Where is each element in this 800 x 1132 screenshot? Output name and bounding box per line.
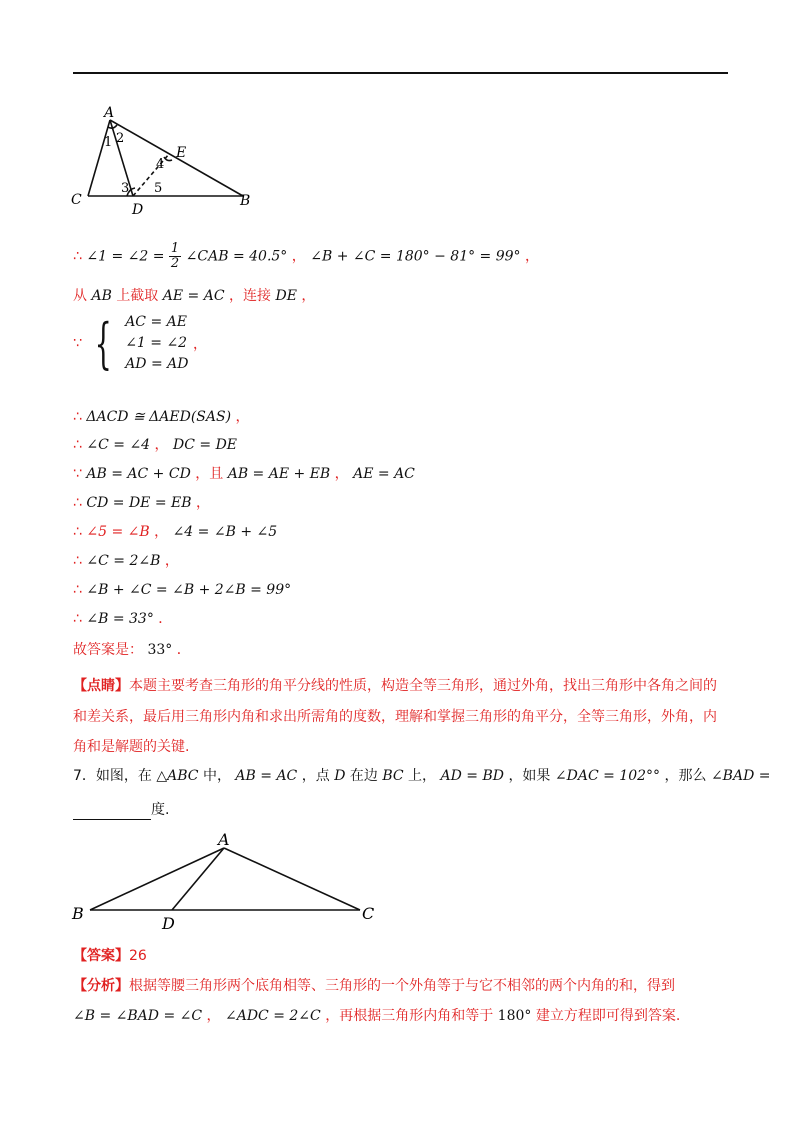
solution-line-9: ∴ ∠C = 2∠B ，: [73, 553, 179, 569]
solution-answer-line: 故答案是： 33° ．: [73, 642, 191, 658]
solution-line-2: 从 AB 上截取 AE = AC ，连接 DE ，: [73, 288, 316, 304]
figure-triangle-abc-2: [66, 828, 386, 938]
angle-label-5: 5: [154, 181, 163, 196]
label-d2: D: [162, 914, 175, 933]
solution-line-1: ∴ ∠1 = ∠2 = $\frac{1}{2}$ ∠CAB = 40.5° ， ∠B + ∠C = 180° − 81° = 99° ，: [73, 241, 540, 271]
segment-ad: [172, 848, 224, 910]
solution-line-3-system: ∵ { AC = AE ∠1 = ∠2 AD = AD ，: [73, 311, 207, 375]
analysis-line-1: 【分析】根据等腰三角形两个底角相等、三角形的一个外角等于与它不相邻的两个内角的和，得到: [73, 978, 675, 994]
answer-line: 【答案】26: [73, 948, 147, 964]
solution-line-8: ∴ ∠5 = ∠B ， ∠4 = ∠B + ∠5: [73, 524, 278, 540]
label-d: D: [132, 202, 144, 218]
angle-label-4: 4: [156, 157, 165, 172]
label-a: A: [104, 105, 115, 121]
label-c2: C: [362, 904, 375, 923]
segment-ac: [224, 848, 360, 910]
comment-line-3: 角和是解题的关键.: [73, 739, 190, 755]
label-b: B: [240, 193, 251, 209]
analysis-line-2: ∠B = ∠BAD = ∠C ， ∠ADC = 2∠C ，再根据三角形内角和等于 180° 建立方程即可得到答案.: [73, 1008, 681, 1024]
solution-line-10: ∴ ∠B + ∠C = ∠B + 2∠B = 99°: [73, 582, 292, 598]
answer-blank: [73, 805, 151, 820]
angle-arc-e: [164, 157, 172, 161]
angle-label-1: 1: [104, 135, 113, 150]
comment-line-2: 和差关系，最后用三角形内角和求出所需角的度数，理解和掌握三角形的角平分，全等三角形，外角，内: [73, 709, 717, 725]
label-a2: A: [218, 830, 230, 849]
label-b2: B: [72, 904, 84, 923]
comment-tag: 【点睛】: [73, 678, 129, 694]
question-7-line-2: 度.: [73, 800, 169, 820]
label-c: C: [71, 192, 82, 208]
segment-ba: [90, 848, 224, 910]
question-7-line-1: 7．如图，在 △ABC 中， AB = AC ，点 D 在边 BC 上， AD = BD ，如果 ∠DAC = 102°° ，那么 ∠BAD =: [73, 768, 771, 784]
angle-label-2: 2: [116, 131, 125, 146]
solution-line-6: ∵ AB = AC + CD ，且 AB = AE + EB ， AE = AC: [73, 466, 415, 482]
segment-ac: [88, 120, 113, 196]
analysis-tag: 【分析】: [73, 978, 129, 994]
solution-line-11: ∴ ∠B = 33° ．: [73, 611, 173, 627]
label-e: E: [176, 145, 187, 161]
solution-line-7: ∴ CD = DE = EB ，: [73, 495, 210, 511]
left-brace: {: [94, 311, 113, 375]
answer-tag: 【答案】: [73, 948, 129, 964]
solution-line-5: ∴ ∠C = ∠4 ， DC = DE: [73, 437, 238, 453]
comment-line-1: 【点睛】本题主要考查三角形的角平分线的性质，构造全等三角形，通过外角，找出三角形中各角之间的: [73, 678, 717, 694]
figure-triangle-abc-1: [68, 100, 268, 218]
angle-label-3: 3: [121, 181, 130, 196]
header-rule: [73, 72, 728, 74]
solution-line-4: ∴ ΔACD ≅ ΔAED(SAS) ，: [73, 409, 250, 425]
